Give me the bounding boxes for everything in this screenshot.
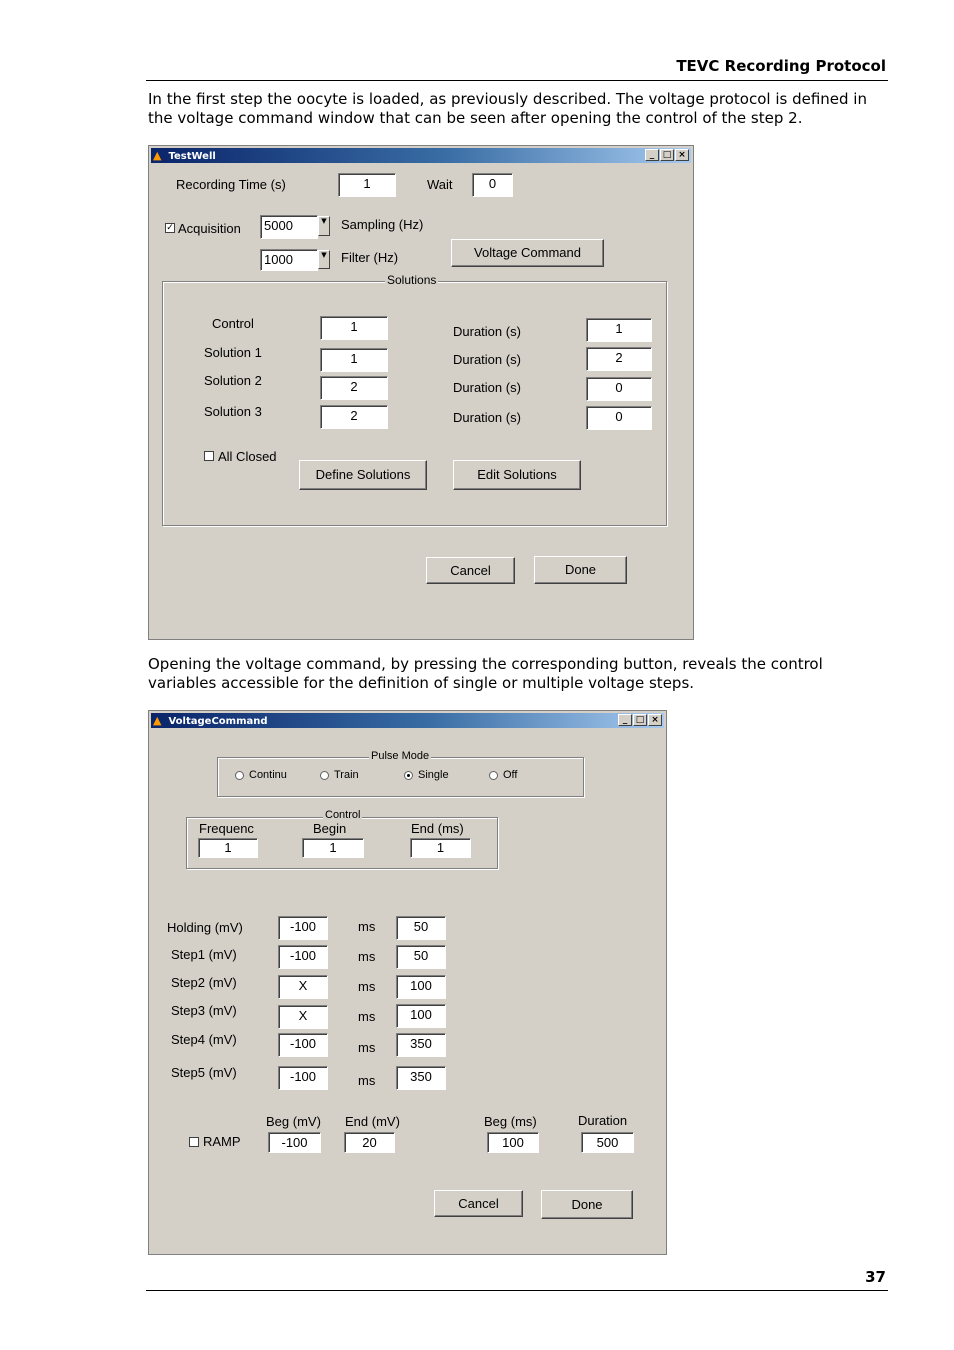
solution-value-field[interactable]: 1 [320, 316, 388, 340]
ms-label: ms [358, 1040, 376, 1055]
define-solutions-button[interactable]: Define Solutions [299, 460, 427, 490]
duration-label: Duration (s) [453, 352, 521, 367]
done-button[interactable]: Done [541, 1190, 633, 1219]
step-label: Holding (mV) [167, 920, 243, 935]
step-label: Step2 (mV) [171, 975, 237, 990]
all-closed-label: All Closed [218, 449, 277, 464]
duration-field[interactable]: 2 [586, 347, 652, 371]
solution-value-field[interactable]: 2 [320, 376, 388, 400]
solution-value-field[interactable]: 2 [320, 405, 388, 429]
pulse-mode-label: Train [334, 769, 359, 781]
voltage-titlebar [151, 713, 664, 728]
filter-label: Filter (Hz) [341, 250, 399, 265]
page-number: 37 [865, 1268, 886, 1286]
step-ms-field[interactable]: 100 [396, 1004, 446, 1028]
cancel-button[interactable]: Cancel [434, 1190, 523, 1217]
ms-label: ms [358, 1073, 376, 1088]
step-ms-field[interactable]: 350 [396, 1066, 446, 1090]
pulse-mode-radio-train[interactable] [320, 771, 329, 780]
testwell-titlebar [151, 148, 691, 163]
voltage-paragraph: Opening the voltage command, by pressing the corresponding button, reveals the control variables accessible for the definition of single or multiple voltage steps. [148, 655, 823, 692]
wait-field[interactable]: 0 [472, 173, 513, 197]
ms-label: ms [358, 1009, 376, 1024]
ms-label: ms [358, 919, 376, 934]
ramp-label: RAMP [203, 1134, 241, 1149]
testwell-window [148, 145, 694, 640]
cancel-button[interactable]: Cancel [426, 557, 515, 584]
step-mv-field[interactable]: -100 [278, 1033, 328, 1057]
matlab-icon: ▲ [153, 714, 162, 727]
pulse-mode-radio-continu[interactable] [235, 771, 244, 780]
step-mv-field[interactable]: X [278, 1005, 328, 1029]
maximize-icon[interactable]: □ [660, 149, 674, 161]
minimize-icon[interactable]: _ [618, 714, 632, 726]
matlab-icon: ▲ [153, 149, 162, 162]
close-icon[interactable]: × [648, 714, 662, 726]
pulse-mode-label: Single [418, 769, 449, 781]
all-closed-checkbox[interactable] [204, 451, 214, 461]
end-ms-field[interactable]: 1 [410, 838, 471, 858]
step-ms-field[interactable]: 100 [396, 975, 446, 999]
step-ms-field[interactable]: 50 [396, 916, 446, 940]
solutions-group-title: Solutions [387, 273, 437, 287]
begin-label: Begin [313, 821, 347, 836]
chevron-down-icon[interactable]: ▼ [318, 216, 330, 236]
solution-row-label: Control [212, 316, 254, 331]
minimize-icon[interactable]: _ [645, 149, 659, 161]
beg-mv-label: Beg (mV) [266, 1114, 321, 1129]
duration-label: Duration (s) [453, 380, 521, 395]
pulse-mode-label: Continu [249, 769, 287, 781]
chevron-down-icon[interactable]: ▼ [318, 250, 330, 269]
step-label: Step5 (mV) [171, 1065, 237, 1080]
voltage-command-window [148, 710, 667, 1255]
step-ms-field[interactable]: 50 [396, 945, 446, 969]
ms-label: ms [358, 949, 376, 964]
ms-label: ms [358, 979, 376, 994]
header-rule [146, 80, 888, 81]
voltage-command-button[interactable]: Voltage Command [451, 239, 604, 267]
ramp-end-mv-field[interactable]: 20 [344, 1132, 395, 1153]
ramp-checkbox[interactable] [189, 1137, 199, 1147]
solution-row-label: Solution 2 [204, 373, 262, 388]
close-icon[interactable]: × [675, 149, 689, 161]
solution-value-field[interactable]: 1 [320, 348, 388, 372]
header-title: TEVC Recording Protocol [676, 57, 886, 75]
recording-time-label: Recording Time (s) [176, 177, 286, 192]
ramp-beg-mv-field[interactable]: -100 [268, 1132, 321, 1153]
begin-field[interactable]: 1 [302, 838, 364, 858]
solution-row-label: Solution 3 [204, 404, 262, 419]
sampling-select[interactable]: 5000 [260, 215, 318, 239]
testwell-window-title: TestWell [168, 151, 216, 162]
duration-label: Duration [578, 1113, 628, 1128]
step-mv-field[interactable]: -100 [278, 945, 328, 969]
voltage-window-title: VoltageCommand [168, 716, 268, 727]
footer-rule [146, 1290, 888, 1291]
duration-label: Duration (s) [453, 324, 521, 339]
ramp-beg-ms-field[interactable]: 100 [487, 1132, 539, 1153]
frequenc-label: Frequenc [199, 821, 254, 836]
step-mv-field[interactable]: -100 [278, 916, 328, 940]
acquisition-label: Acquisition [178, 221, 241, 236]
step-mv-field[interactable]: X [278, 975, 328, 999]
pulse-mode-title: Pulse Mode [371, 750, 430, 762]
solution-row-label: Solution 1 [204, 345, 262, 360]
duration-field[interactable]: 0 [586, 377, 652, 401]
recording-time-field[interactable]: 1 [338, 173, 396, 197]
pulse-mode-radio-off[interactable] [489, 771, 498, 780]
intro-paragraph: In the first step the oocyte is loaded, as previously described. The voltage protocol is defined in the voltage command window that can be seen after opening the control of the step 2. [148, 90, 867, 127]
control-group-title: Control [325, 809, 361, 821]
duration-label: Duration (s) [453, 410, 521, 425]
beg-ms-label: Beg (ms) [484, 1114, 537, 1129]
done-button[interactable]: Done [534, 556, 627, 584]
maximize-icon[interactable]: □ [633, 714, 647, 726]
step-ms-field[interactable]: 350 [396, 1033, 446, 1057]
frequenc-field[interactable]: 1 [198, 838, 258, 858]
wait-label: Wait [427, 177, 453, 192]
duration-field[interactable]: 0 [586, 406, 652, 430]
pulse-mode-radio-single[interactable] [404, 771, 413, 780]
end-mv-label: End (mV) [345, 1114, 400, 1129]
pulse-mode-label: Off [503, 769, 518, 781]
step-label: Step1 (mV) [171, 947, 237, 962]
end-ms-label: End (ms) [411, 821, 464, 836]
duration-field[interactable]: 1 [586, 318, 652, 342]
edit-solutions-button[interactable]: Edit Solutions [453, 460, 581, 490]
filter-select[interactable]: 1000 [260, 249, 318, 271]
acquisition-checkbox[interactable]: ✓ [166, 223, 174, 233]
step-label: Step4 (mV) [171, 1032, 237, 1047]
sampling-label: Sampling (Hz) [341, 217, 424, 232]
step-mv-field[interactable]: -100 [278, 1066, 328, 1090]
ramp-duration-field[interactable]: 500 [581, 1132, 634, 1153]
step-label: Step3 (mV) [171, 1003, 237, 1018]
